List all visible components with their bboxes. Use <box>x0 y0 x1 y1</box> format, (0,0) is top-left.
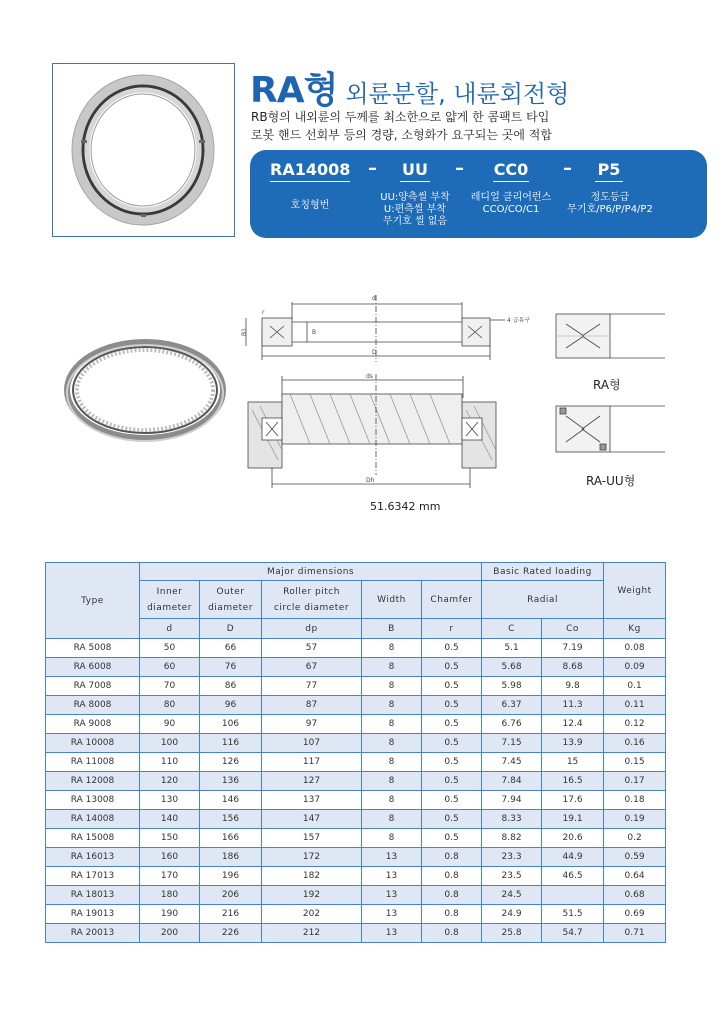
table-cell: 13 <box>362 924 422 943</box>
header-width: Width <box>362 581 422 619</box>
table-cell: 0.69 <box>604 905 666 924</box>
header-inner-line2: diameter <box>147 602 192 613</box>
bearing-photo <box>53 64 233 235</box>
table-cell: 110 <box>140 753 200 772</box>
header-roller-pitch <box>262 581 362 619</box>
table-cell: 166 <box>200 829 262 848</box>
table-cell: 130 <box>140 791 200 810</box>
table-cell: 77 <box>262 677 362 696</box>
label-B1: B1 <box>241 328 248 336</box>
type-cell: RA 7008 <box>46 677 140 696</box>
table-cell: 60 <box>140 658 200 677</box>
table-row <box>46 696 666 715</box>
type-cell: RA 5008 <box>46 639 140 658</box>
table-cell: 206 <box>200 886 262 905</box>
table-cell: 57 <box>262 639 362 658</box>
table-cell: 192 <box>262 886 362 905</box>
type-cell: RA 6008 <box>46 658 140 677</box>
table-cell: 0.5 <box>422 696 482 715</box>
table-row <box>46 753 666 772</box>
table-cell: 13 <box>362 905 422 924</box>
table-cell <box>542 886 604 905</box>
table-cell: 117 <box>262 753 362 772</box>
table-cell: 0.8 <box>422 867 482 886</box>
table-cell: 0.11 <box>604 696 666 715</box>
table-cell: 13 <box>362 848 422 867</box>
header-radial: Radial <box>482 581 604 619</box>
table-cell: 6.37 <box>482 696 542 715</box>
table-cell: 17.6 <box>542 791 604 810</box>
table-cell: 8 <box>362 829 422 848</box>
table-cell: 8 <box>362 715 422 734</box>
code-desc-line: 정도등급 <box>590 192 630 203</box>
table-cell: 7.84 <box>482 772 542 791</box>
table-cell: 182 <box>262 867 362 886</box>
table-cell: 8 <box>362 734 422 753</box>
header-chamfer: Chamfer <box>422 581 482 619</box>
ra-uu-section <box>556 406 665 452</box>
table-cell: 146 <box>200 791 262 810</box>
code-desc-model <box>270 200 350 212</box>
table-cell: 11.3 <box>542 696 604 715</box>
table-cell: 150 <box>140 829 200 848</box>
table-cell: 8 <box>362 753 422 772</box>
table-cell: 116 <box>200 734 262 753</box>
code-desc-line: 호칭형번 <box>290 200 330 211</box>
table-cell: 90 <box>140 715 200 734</box>
code-dash: – <box>368 158 377 179</box>
table-row <box>46 905 666 924</box>
drawing-canvas <box>0 290 724 500</box>
table-cell: 212 <box>262 924 362 943</box>
table-cell: 200 <box>140 924 200 943</box>
code-desc-line: CCO/CO/C1 <box>482 204 540 215</box>
label-ra-type: RA형 <box>593 378 621 392</box>
code-desc-line: U:편측씰 부착 <box>383 204 447 215</box>
table-cell: 0.5 <box>422 677 482 696</box>
code-desc-line: 무기호 씰 없음 <box>382 216 448 227</box>
table-row <box>46 677 666 696</box>
code-desc-line: UU:양측씰 부착 <box>380 192 450 203</box>
table-cell: 0.8 <box>422 924 482 943</box>
table-cell: 7.45 <box>482 753 542 772</box>
table-cell: 147 <box>262 810 362 829</box>
table-cell: 23.5 <box>482 867 542 886</box>
table-cell: 226 <box>200 924 262 943</box>
header-outer-diameter <box>200 581 262 619</box>
title-main: RA형 <box>250 70 338 111</box>
code-desc-precision <box>560 192 660 216</box>
table-cell: 5.68 <box>482 658 542 677</box>
table-cell: 0.16 <box>604 734 666 753</box>
code-dash: – <box>563 158 572 179</box>
scale-measurement: 51.6342 mm <box>370 500 441 513</box>
housing-section <box>248 374 496 488</box>
table-cell: 106 <box>200 715 262 734</box>
table-cell: 13 <box>362 886 422 905</box>
spec-table <box>45 562 666 943</box>
label-ds: ds <box>366 373 373 380</box>
product-photo-frame <box>52 63 235 237</box>
label-d: d <box>372 295 376 302</box>
table-cell: 0.8 <box>422 905 482 924</box>
table-cell: 8 <box>362 677 422 696</box>
table-row <box>46 848 666 867</box>
header-roller-line1: Roller pitch <box>283 586 340 597</box>
table-row <box>46 658 666 677</box>
description <box>251 108 552 144</box>
table-cell: 137 <box>262 791 362 810</box>
table-cell: 8.33 <box>482 810 542 829</box>
table-row <box>46 734 666 753</box>
type-cell: RA 9008 <box>46 715 140 734</box>
table-cell: 16.5 <box>542 772 604 791</box>
table-cell: 8 <box>362 658 422 677</box>
table-cell: 97 <box>262 715 362 734</box>
table-cell: 24.5 <box>482 886 542 905</box>
table-cell: 0.59 <box>604 848 666 867</box>
technical-drawings <box>0 290 724 500</box>
table-cell: 50 <box>140 639 200 658</box>
table-cell: 0.15 <box>604 753 666 772</box>
table-cell: 136 <box>200 772 262 791</box>
table-row <box>46 639 666 658</box>
table-cell: 0.19 <box>604 810 666 829</box>
type-cell: RA 11008 <box>46 753 140 772</box>
label-Dh: Dh <box>366 477 375 484</box>
table-cell: 0.18 <box>604 791 666 810</box>
unit-dp: dp <box>262 619 362 639</box>
header-inner-diameter <box>140 581 200 619</box>
table-cell: 0.17 <box>604 772 666 791</box>
unit-B: B <box>362 619 422 639</box>
table-cell: 12.4 <box>542 715 604 734</box>
table-row <box>46 886 666 905</box>
table-cell: 0.5 <box>422 810 482 829</box>
table-cell: 0.8 <box>422 886 482 905</box>
table-cell: 66 <box>200 639 262 658</box>
code-model: RA14008 <box>270 160 350 182</box>
table-cell: 216 <box>200 905 262 924</box>
type-cell: RA 15008 <box>46 829 140 848</box>
table-cell: 0.5 <box>422 772 482 791</box>
table-cell: 20.6 <box>542 829 604 848</box>
table-cell: 0.1 <box>604 677 666 696</box>
unit-D: D <box>200 619 262 639</box>
table-cell: 7.19 <box>542 639 604 658</box>
bearing-perspective-image <box>67 342 223 441</box>
table-cell: 54.7 <box>542 924 604 943</box>
table-cell: 127 <box>262 772 362 791</box>
spec-table-body <box>46 639 666 943</box>
type-cell: RA 13008 <box>46 791 140 810</box>
code-desc-line: 무기호/P6/P/P4/P2 <box>567 204 653 215</box>
table-cell: 0.68 <box>604 886 666 905</box>
table-cell: 8 <box>362 639 422 658</box>
table-cell: 0.5 <box>422 734 482 753</box>
table-cell: 6.76 <box>482 715 542 734</box>
header-roller-line2: circle diameter <box>273 602 350 613</box>
type-cell: RA 18013 <box>46 886 140 905</box>
unit-C: C <box>482 619 542 639</box>
page-title <box>250 62 570 111</box>
type-cell: RA 19013 <box>46 905 140 924</box>
table-cell: 24.9 <box>482 905 542 924</box>
table-cell: 13 <box>362 867 422 886</box>
table-cell: 7.15 <box>482 734 542 753</box>
unit-r: r <box>422 619 482 639</box>
code-seal: UU <box>400 160 430 182</box>
table-cell: 8 <box>362 772 422 791</box>
label-D-upper: D <box>372 349 377 356</box>
header-outer-line1: Outer <box>216 586 245 597</box>
table-row <box>46 924 666 943</box>
table-cell: 86 <box>200 677 262 696</box>
unit-kg: Kg <box>604 619 666 639</box>
code-desc-clearance <box>461 192 561 216</box>
table-cell: 0.5 <box>422 829 482 848</box>
table-cell: 0.12 <box>604 715 666 734</box>
table-cell: 87 <box>262 696 362 715</box>
table-cell: 5.1 <box>482 639 542 658</box>
type-cell: RA 16013 <box>46 848 140 867</box>
table-cell: 8 <box>362 810 422 829</box>
unit-d: d <box>140 619 200 639</box>
table-cell: 80 <box>140 696 200 715</box>
type-cell: RA 20013 <box>46 924 140 943</box>
table-cell: 160 <box>140 848 200 867</box>
table-cell: 157 <box>262 829 362 848</box>
table-cell: 172 <box>262 848 362 867</box>
table-cell: 140 <box>140 810 200 829</box>
table-cell: 96 <box>200 696 262 715</box>
table-cell: 0.71 <box>604 924 666 943</box>
header-outer-line2: diameter <box>208 602 253 613</box>
table-cell: 8 <box>362 791 422 810</box>
code-desc-line: 레디얼 클리어런스 <box>470 192 552 203</box>
table-cell: 120 <box>140 772 200 791</box>
code-dash: – <box>455 158 464 179</box>
table-cell: 190 <box>140 905 200 924</box>
label-ra-uu-type: RA-UU형 <box>586 474 636 488</box>
table-cell: 186 <box>200 848 262 867</box>
label-B: B <box>312 329 317 336</box>
table-cell: 170 <box>140 867 200 886</box>
table-row <box>46 810 666 829</box>
unit-Co: Co <box>542 619 604 639</box>
table-cell: 0.8 <box>422 848 482 867</box>
table-cell: 13.9 <box>542 734 604 753</box>
code-precision: P5 <box>595 160 623 182</box>
table-cell: 25.8 <box>482 924 542 943</box>
table-cell: 0.5 <box>422 658 482 677</box>
table-cell: 0.5 <box>422 639 482 658</box>
table-cell: 5.98 <box>482 677 542 696</box>
model-code-panel <box>250 150 707 238</box>
code-clearance: CC0 <box>493 160 529 182</box>
table-cell: 19.1 <box>542 810 604 829</box>
table-cell: 126 <box>200 753 262 772</box>
description-line: RB형의 내외륜의 두께를 최소한으로 얇게 한 콤팩트 타입 <box>251 110 550 124</box>
header-basic-rated-loading: Basic Rated loading <box>482 563 604 581</box>
table-cell: 202 <box>262 905 362 924</box>
table-cell: 0.2 <box>604 829 666 848</box>
table-cell: 107 <box>262 734 362 753</box>
table-cell: 156 <box>200 810 262 829</box>
table-cell: 9.8 <box>542 677 604 696</box>
type-cell: RA 17013 <box>46 867 140 886</box>
table-cell: 15 <box>542 753 604 772</box>
label-r: r <box>262 309 265 316</box>
label-holes: 4 급유구 <box>507 317 531 324</box>
table-cell: 23.3 <box>482 848 542 867</box>
type-cell: RA 12008 <box>46 772 140 791</box>
table-cell: 0.5 <box>422 753 482 772</box>
table-cell: 7.94 <box>482 791 542 810</box>
table-cell: 67 <box>262 658 362 677</box>
type-cell: RA 8008 <box>46 696 140 715</box>
table-cell: 46.5 <box>542 867 604 886</box>
table-cell: 180 <box>140 886 200 905</box>
table-cell: 8 <box>362 696 422 715</box>
header-weight: Weight <box>604 563 666 619</box>
table-row <box>46 867 666 886</box>
table-cell: 0.09 <box>604 658 666 677</box>
description-line: 로봇 핸드 선회부 등의 경량, 소형화가 요구되는 곳에 적합 <box>251 128 552 142</box>
table-cell: 51.5 <box>542 905 604 924</box>
table-cell: 0.5 <box>422 715 482 734</box>
table-cell: 0.08 <box>604 639 666 658</box>
table-cell: 8.82 <box>482 829 542 848</box>
header-major-dimensions: Major dimensions <box>140 563 482 581</box>
table-cell: 196 <box>200 867 262 886</box>
title-sub: 외륜분할, 내륜회전형 <box>345 80 570 108</box>
code-desc-seal <box>365 192 465 228</box>
table-cell: 76 <box>200 658 262 677</box>
table-cell: 0.64 <box>604 867 666 886</box>
table-row <box>46 772 666 791</box>
header-type: Type <box>46 563 140 639</box>
table-row <box>46 715 666 734</box>
ra-section <box>556 314 665 358</box>
type-cell: RA 14008 <box>46 810 140 829</box>
table-cell: 70 <box>140 677 200 696</box>
table-row <box>46 791 666 810</box>
table-cell: 44.9 <box>542 848 604 867</box>
header-inner-line1: Inner <box>156 586 183 597</box>
table-row <box>46 829 666 848</box>
table-cell: 100 <box>140 734 200 753</box>
table-cell: 8.68 <box>542 658 604 677</box>
type-cell: RA 10008 <box>46 734 140 753</box>
table-cell: 0.5 <box>422 791 482 810</box>
